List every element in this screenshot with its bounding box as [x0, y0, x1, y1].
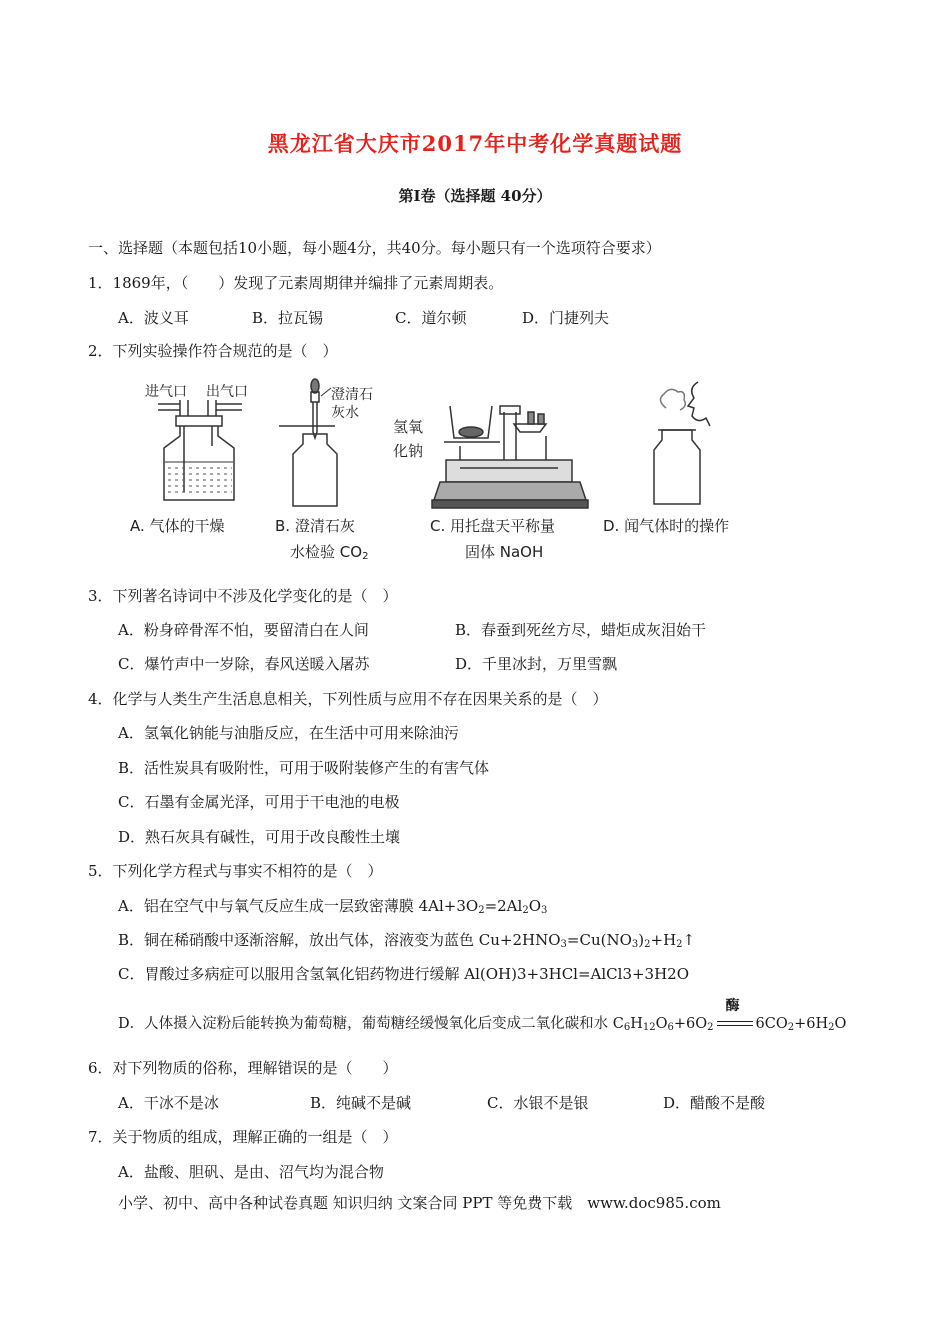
footer-banner: 小学、初中、高中各种试卷真题 知识归纳 文案合同 PPT 等免费下载 www.doc985.com [118, 1194, 721, 1212]
q5-option-c: C．胃酸过多病症可以服用含氢氧化铝药物进行缓解 Al(OH)3+3HCl=AlCl3+3H2O [118, 965, 690, 983]
q1-option-a: A．波义耳 [118, 309, 189, 327]
q6-option-c: C．水银不是银 [487, 1094, 589, 1112]
q3-option-b: B．春蚕到死丝方尽，蜡炬成灰泪始干 [455, 621, 707, 639]
enzyme-reaction-arrow: 酶 [717, 1014, 753, 1034]
dropper-bottle-figure [275, 374, 345, 509]
q7-stem: 7．关于物质的组成，理解正确的一组是（ ） [88, 1128, 398, 1146]
q6-option-b: B．纯碱不是碱 [310, 1094, 412, 1112]
fig-b-label-line2: 灰水 [331, 405, 359, 421]
fig-a-caption: A. 气体的干燥 [130, 517, 225, 535]
fig-b-caption-line2: 水检验 $CO_2$ [290, 543, 369, 562]
q3-option-a: A．粉身碎骨浑不怕，要留清白在人间 [118, 621, 369, 639]
q3-option-d: D．千里冰封，万里雪飘 [455, 655, 618, 673]
balance-figure [430, 402, 590, 510]
smelling-gas-figure [648, 378, 728, 508]
q2-stem: 2．下列实验操作符合规范的是（ ） [88, 342, 338, 360]
q3-stem: 3．下列著名诗词中不涉及化学变化的是（ ） [88, 587, 398, 605]
fig-a-outlet-label: 出气口 [206, 384, 248, 400]
q5-stem: 5．下列化学方程式与事实不相符的是（ ） [88, 862, 383, 880]
page-title: 黑龙江省大庆市2017年中考化学真题试题 [267, 131, 683, 156]
q6-option-d: D．醋酸不是酸 [663, 1094, 766, 1112]
q5-option-a: A．铝在空气中与氧气反应生成一层致密薄膜 $4Al+3O_2=2Al_2O_3$ [118, 897, 548, 916]
q7-option-a: A．盐酸、胆矾、是由、沼气均为混合物 [118, 1163, 384, 1181]
q4-option-d: D．熟石灰具有碱性，可用于改良酸性土壤 [118, 828, 401, 846]
q1-option-c: C．道尔顿 [395, 309, 467, 327]
q6-option-a: A．干冰不是冰 [118, 1094, 219, 1112]
q5-option-b: B．铜在稀硝酸中逐渐溶解，放出气体，溶液变为蓝色 $Cu+2HNO_3=Cu(NO_3)_2+H_2↑$ [118, 931, 696, 950]
q4-option-c: C．石墨有金属光泽，可用于干电池的电极 [118, 793, 400, 811]
q1-stem: 1．1869年，（ ）发现了元素周期律并编排了元素周期表。 [88, 274, 504, 292]
fig-c-label-line2: 化钠 [393, 442, 424, 460]
fig-d-caption: D. 闻气体时的操作 [603, 517, 730, 535]
q6-stem: 6．对下列物质的俗称，理解错误的是（ ） [88, 1059, 398, 1077]
section-heading: 第Ⅰ卷（选择题 40分） [398, 187, 552, 205]
fig-b-label-line1: 澄清石 [331, 387, 373, 403]
fig-c-caption-line2: 固体 NaOH [465, 543, 544, 561]
q4-option-b: B．活性炭具有吸附性，可用于吸附装修产生的有害气体 [118, 759, 490, 777]
gas-washing-bottle-figure [150, 396, 260, 506]
q1-option-d: D．门捷列夫 [522, 309, 610, 327]
q1-option-b: B．拉瓦锡 [252, 309, 324, 327]
fig-c-label-line1: 氢氧 [393, 418, 424, 436]
q3-option-c: C．爆竹声中一岁除，春风送暖入屠苏 [118, 655, 370, 673]
fig-a-inlet-label: 进气口 [145, 384, 187, 400]
q5-option-d: D．人体摄入淀粉后能转换为葡萄糖，葡萄糖经缓慢氧化后变成二氧化碳和水 $C_6H_{12}O_6+6O_2$ 酶 $6CO_2+6H_2O$ [118, 998, 847, 1033]
fig-c-caption-line1: C. 用托盘天平称量 [430, 517, 556, 535]
fig-b-caption-line1: B. 澄清石灰 [275, 517, 355, 535]
instruction: 一、选择题（本题包括10小题，每小题4分，共40分。每小题只有一个选项符合要求） [88, 239, 661, 257]
q4-option-a: A．氢氧化钠能与油脂反应，在生活中可用来除油污 [118, 724, 459, 742]
q4-stem: 4．化学与人类生产生活息息相关，下列性质与应用不存在因果关系的是（ ） [88, 690, 608, 708]
